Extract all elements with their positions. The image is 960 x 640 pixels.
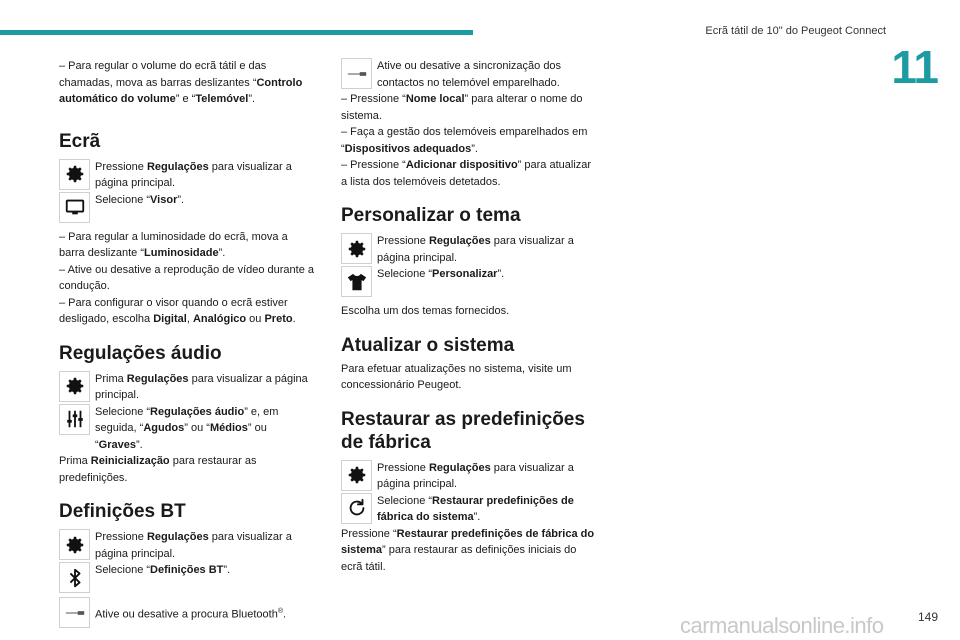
sliders-icon bbox=[59, 404, 90, 435]
bullet: – Para configurar o visor quando o ecrã estiver desligado, escolha Digital, Analógico ou Preto. bbox=[59, 296, 296, 325]
toggle-icon bbox=[341, 58, 372, 89]
step-row: Pressione Regulações para visualizar a página principal. bbox=[59, 529, 314, 562]
chapter-number: 11 bbox=[891, 41, 938, 93]
instruction: Prima Reinicialização para restaurar as predefinições. bbox=[59, 455, 257, 484]
step-row: Pressione Regulações para visualizar a página principal. bbox=[341, 460, 596, 493]
gear-icon bbox=[341, 460, 372, 491]
instruction: Pressione “Restaurar predefinições de fábrica do sistema” para restaurar as definições iniciais do ecrã tátil. bbox=[341, 527, 595, 573]
section-heading-ecra: Ecrã bbox=[59, 130, 101, 152]
monitor-icon bbox=[59, 192, 90, 223]
sync-text: Ative ou desative a sincronização dos contactos no telemóvel emparelhado. bbox=[377, 60, 562, 89]
toggle-icon bbox=[59, 597, 90, 628]
watermark: carmanualsonline.info bbox=[680, 613, 884, 638]
bluetooth-icon bbox=[59, 562, 90, 593]
step-row: Selecione “Definições BT”. bbox=[59, 562, 314, 593]
section-heading-bt: Definições BT bbox=[59, 501, 186, 522]
page-number: 149 bbox=[917, 610, 938, 624]
note: Escolha um dos temas fornecidos. bbox=[341, 305, 510, 317]
step-row: Prima Regulações para visualizar a página principal. bbox=[59, 371, 314, 404]
gear-icon bbox=[341, 233, 372, 264]
bullet: – Pressione “Adicionar dispositivo” para atualizar a lista dos telemóveis detetados. bbox=[341, 159, 592, 188]
step-row: Pressione Regulações para visualizar a página principal. bbox=[59, 159, 314, 192]
volume-paragraph: – Para regular o volume do ecrã tátil e das chamadas, mova as barras deslizantes “Controlo automático do volume” e “Telemóvel”. bbox=[59, 60, 303, 105]
step-row: Ative ou desative a procura Bluetooth®. bbox=[59, 597, 314, 628]
section-heading-restore: Restaurar as predefinições de fábrica bbox=[341, 408, 585, 453]
gear-icon bbox=[59, 371, 90, 402]
column-right bbox=[341, 58, 596, 575]
section-heading-tema: Personalizar o tema bbox=[341, 205, 521, 226]
tshirt-icon bbox=[341, 266, 372, 297]
bullet: – Pressione “Nome local” para alterar o nome do sistema. bbox=[341, 93, 583, 122]
step-row: Selecione “Restaurar predefinições de fábrica do sistema”. bbox=[341, 493, 596, 526]
bullet: – Faça a gestão dos telemóveis emparelhados em “Dispositivos adequados”. bbox=[341, 126, 588, 155]
step-row bbox=[341, 58, 596, 91]
bullet: – Para regular a luminosidade do ecrã, mova a barra deslizante “Luminosidade”. bbox=[59, 230, 288, 259]
step-row: Selecione “Personalizar”. bbox=[341, 266, 596, 297]
section-heading-update: Atualizar o sistema bbox=[341, 334, 515, 356]
running-title: Ecrã tátil de 10" do Peugeot Connect bbox=[705, 25, 886, 37]
gear-icon bbox=[59, 159, 90, 190]
step-row: Pressione Regulações para visualizar a página principal. bbox=[341, 233, 596, 266]
step-row: Selecione “Visor”. bbox=[59, 192, 314, 223]
update-text: Para efetuar atualizações no sistema, visite um concessionário Peugeot. bbox=[341, 362, 572, 391]
column-left bbox=[59, 58, 314, 628]
header-accent-bar bbox=[0, 30, 473, 35]
refresh-icon bbox=[341, 493, 372, 524]
bullet: – Ative ou desative a reprodução de vídeo durante a condução. bbox=[59, 263, 315, 292]
section-heading-audio: Regulações áudio bbox=[59, 342, 222, 364]
gear-icon bbox=[59, 529, 90, 560]
step-row: Selecione “Regulações áudio” e, em seguida, “Agudos” ou “Médios” ou “Graves”. bbox=[59, 404, 314, 454]
